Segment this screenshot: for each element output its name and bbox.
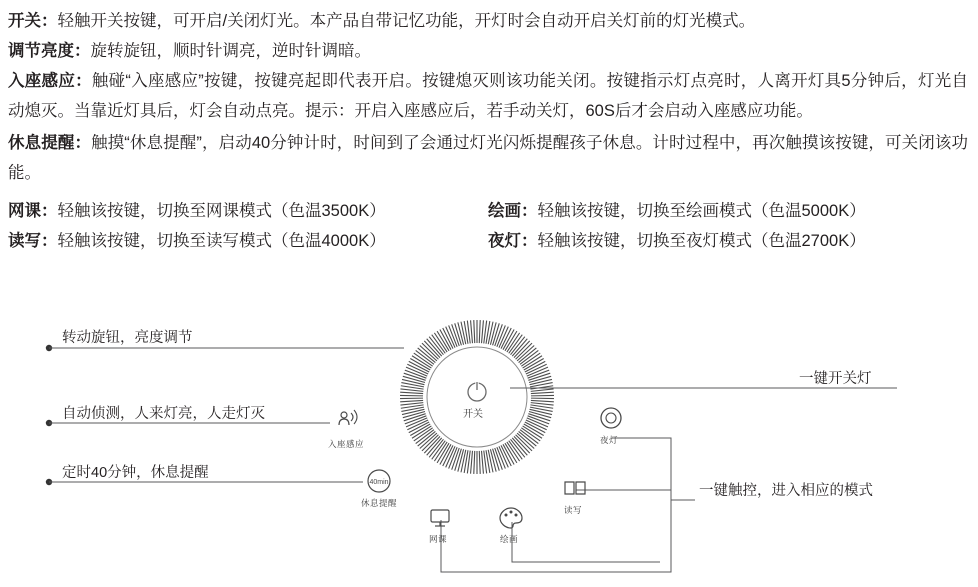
mode-painting: [488, 196, 968, 226]
callout-auto-sense: 自动侦测，人来灯亮，人走灯灭: [62, 406, 265, 422]
button-label-class: 网课: [429, 534, 448, 544]
instructions-text-block: [8, 6, 968, 256]
palette-icon[interactable]: [500, 508, 522, 528]
button-label-read: 读写: [564, 505, 583, 515]
svg-text:40min: 40min: [369, 479, 389, 486]
button-label-presence: 入座感应: [328, 439, 365, 449]
mode-row: [8, 196, 968, 226]
button-label-paint: 绘画: [500, 534, 519, 544]
diagram-vector: [0, 310, 978, 587]
instruction-switch-lead: 开关：: [8, 12, 58, 30]
instruction-brightness-body: 旋转旋钮，顺时针调亮，逆时针调暗。: [90, 42, 371, 60]
button-label-night: 夜灯: [600, 435, 619, 445]
monitor-icon[interactable]: [431, 510, 449, 526]
callout-line-night: [612, 438, 695, 500]
instruction-rest-body: 触摸“休息提醒”，启动40分钟计时，时间到了会通过灯光闪烁提醒孩子休息。计时过程中，再次触摸该按键，可关闭该功能。: [8, 134, 969, 182]
person-sensor-icon[interactable]: [339, 410, 357, 425]
book-icon[interactable]: [565, 482, 585, 494]
button-label-rest: 休息提醒: [361, 498, 398, 508]
control-panel-diagram: [0, 310, 978, 587]
callout-timer: 定时40分钟，休息提醒: [62, 465, 209, 481]
instruction-presence-body: 触碰“入座感应”按键，按键亮起即代表开启。按键熄灭则该功能关闭。按键指示灯点亮时，人离开灯具5分钟后，灯光自动熄灭。当靠近灯具后，灯会自动点亮。提示：开启入座感应后，若手动关灯，60S后才会启动入座感应功能。: [8, 72, 969, 120]
mode-reading-body: 轻触该按键，切换至读写模式（色温4000K）: [57, 232, 386, 250]
instruction-brightness-lead: 调节亮度：: [8, 42, 91, 60]
instruction-switch-body: 轻触开关按键，可开启/关闭灯光。本产品自带记忆功能，开灯时会自动开启关灯前的灯光模式。: [57, 12, 756, 30]
mode-night-light-body: 轻触该按键，切换至夜灯模式（色温2700K）: [537, 232, 866, 250]
timer-40min-icon[interactable]: [368, 470, 390, 492]
knob-inner-circle: [427, 347, 527, 447]
callout-power: 一键开关灯: [799, 371, 872, 387]
mode-reading-lead: 读写：: [8, 232, 58, 250]
center-button-label: 开关: [463, 409, 483, 420]
mode-painting-lead: 绘画：: [488, 202, 538, 220]
callout-touch-modes: 一键触控，进入相应的模式: [699, 483, 873, 499]
mode-online-class-body: 轻触该按键，切换至网课模式（色温3500K）: [57, 202, 386, 220]
instruction-switch: [8, 6, 968, 36]
instruction-rest-lead: 休息提醒：: [8, 134, 92, 152]
instruction-presence-lead: 入座感应：: [8, 72, 92, 90]
callout-knob: 转动旋钮，亮度调节: [62, 330, 193, 346]
moon-circle-icon[interactable]: [601, 408, 621, 428]
mode-online-class: [8, 196, 488, 226]
callout-line-class: [441, 500, 671, 572]
instruction-presence: [8, 66, 968, 126]
mode-reading: [8, 226, 488, 256]
mode-painting-body: 轻触该按键，切换至绘画模式（色温5000K）: [537, 202, 866, 220]
mode-row: [8, 226, 968, 256]
instruction-brightness: [8, 36, 968, 66]
callout-line-paint: [512, 522, 660, 562]
mode-list: [8, 196, 968, 256]
mode-night-light: [488, 226, 968, 256]
mode-online-class-lead: 网课：: [8, 202, 58, 220]
mode-night-light-lead: 夜灯：: [488, 232, 538, 250]
instruction-rest-reminder: [8, 128, 968, 188]
